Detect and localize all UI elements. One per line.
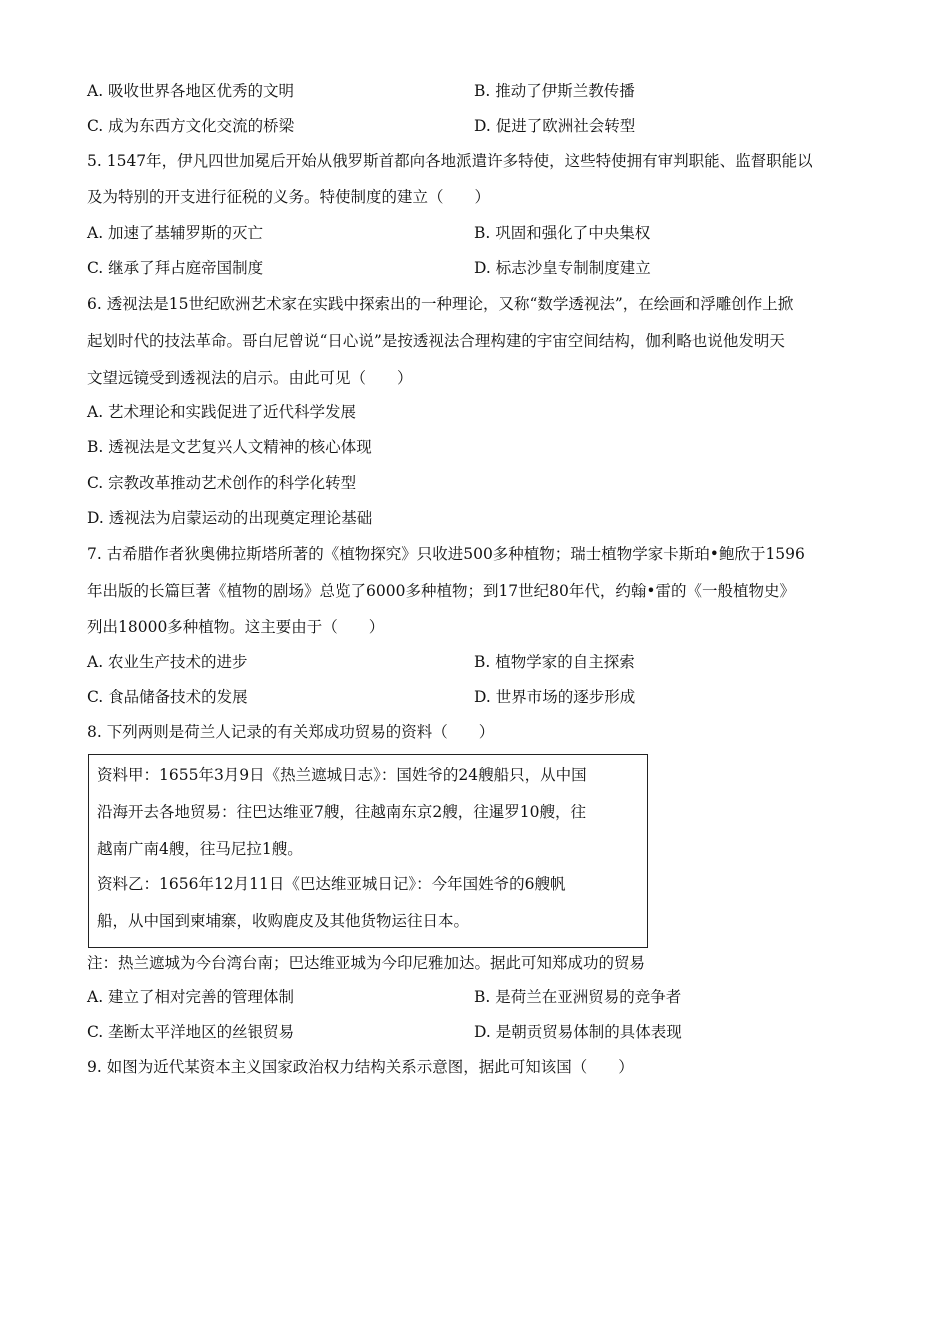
- q8-source-line-3: 越南广南4艘，往马尼拉1艘。: [97, 840, 303, 858]
- q6-option-c: C. 宗教改革推动艺术创作的科学化转型: [87, 474, 357, 492]
- q8-source-line-2: 沿海开去各地贸易：往巴达维亚7艘，往越南东京2艘，往暹罗10艘，往: [97, 803, 586, 821]
- q8-option-c: C. 垄断太平洋地区的丝银贸易: [87, 1023, 295, 1041]
- q6-stem-line-2: 起划时代的技法革命。哥白尼曾说“日心说”是按透视法合理构建的宇宙空间结构，伽利略也说他发明天: [87, 332, 785, 350]
- q7-option-c: C. 食品储备技术的发展: [87, 688, 248, 706]
- q8-stem: 8. 下列两则是荷兰人记录的有关郑成功贸易的资料（ ）: [87, 723, 495, 741]
- q5-option-b: B. 巩固和强化了中央集权: [474, 224, 651, 242]
- q6-stem-line-3: 文望远镜受到透视法的启示。由此可见（ ）: [87, 369, 413, 387]
- q6-stem-line-1: 6. 透视法是15世纪欧洲艺术家在实践中探索出的一种理论，又称“数学透视法”，在绘画和浮雕创作上掀: [87, 295, 794, 313]
- q7-option-d: D. 世界市场的逐步形成: [474, 688, 636, 706]
- q8-source-line-5: 船，从中国到柬埔寨，收购鹿皮及其他货物运往日本。: [97, 912, 470, 930]
- q5-option-d: D. 标志沙皇专制制度建立: [474, 259, 651, 277]
- q5-option-c: C. 继承了拜占庭帝国制度: [87, 259, 264, 277]
- q8-note: 注：热兰遮城为今台湾台南；巴达维亚城为今印尼雅加达。据此可知郑成功的贸易: [87, 954, 646, 972]
- q7-stem-line-3: 列出18000多种植物。这主要由于（ ）: [87, 618, 385, 636]
- q8-option-a: A. 建立了相对完善的管理体制: [87, 988, 295, 1006]
- q8-source-line-4: 资料乙：1656年12月11日《巴达维亚城日记》：今年国姓爷的6艘帆: [97, 875, 566, 893]
- q6-option-d: D. 透视法为启蒙运动的出现奠定理论基础: [87, 509, 373, 527]
- q4-option-b: B. 推动了伊斯兰教传播: [474, 82, 635, 100]
- q8-source-line-1: 资料甲：1655年3月9日《热兰遮城日志》：国姓爷的24艘船只，从中国: [97, 766, 587, 784]
- q5-option-a: A. 加速了基辅罗斯的灭亡: [87, 224, 264, 242]
- q4-option-a: A. 吸收世界各地区优秀的文明: [87, 82, 295, 100]
- q7-stem-line-2: 年出版的长篇巨著《植物的剧场》总览了6000多种植物；到17世纪80年代，约翰•雷的《一般植物史》: [87, 582, 796, 600]
- q4-option-c: C. 成为东西方文化交流的桥梁: [87, 117, 295, 135]
- q5-stem-line-2: 及为特别的开支进行征税的义务。特使制度的建立（ ）: [87, 188, 491, 206]
- q9-stem: 9. 如图为近代某资本主义国家政治权力结构关系示意图，据此可知该国（ ）: [87, 1058, 634, 1076]
- q5-stem-line-1: 5. 1547年，伊凡四世加冕后开始从俄罗斯首都向各地派遣许多特使，这些特使拥有审判职能、监督职能以: [87, 152, 813, 170]
- q6-option-a: A. 艺术理论和实践促进了近代科学发展: [87, 403, 357, 421]
- q8-option-b: B. 是荷兰在亚洲贸易的竞争者: [474, 988, 682, 1006]
- q7-option-a: A. 农业生产技术的进步: [87, 653, 248, 671]
- q4-option-d: D. 促进了欧洲社会转型: [474, 117, 636, 135]
- q8-option-d: D. 是朝贡贸易体制的具体表现: [474, 1023, 682, 1041]
- q7-option-b: B. 植物学家的自主探索: [474, 653, 635, 671]
- q6-option-b: B. 透视法是文艺复兴人文精神的核心体现: [87, 438, 372, 456]
- q7-stem-line-1: 7. 古希腊作者狄奥佛拉斯塔所著的《植物探究》只收进500多种植物；瑞士植物学家卡斯珀•鲍欣于1596: [87, 545, 805, 563]
